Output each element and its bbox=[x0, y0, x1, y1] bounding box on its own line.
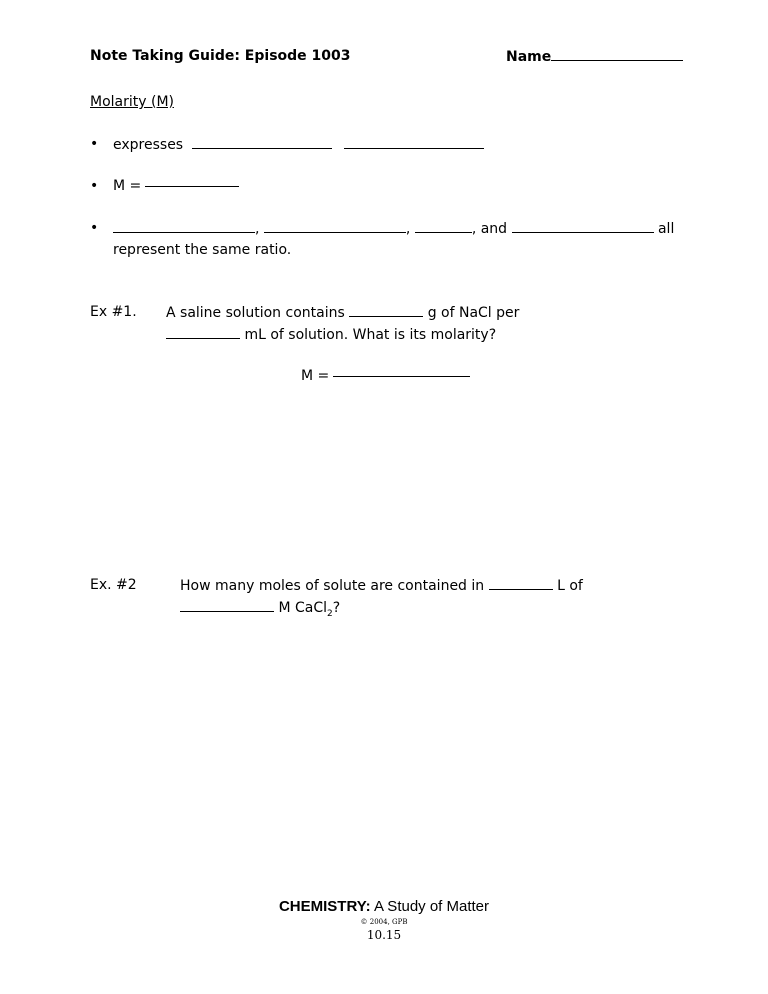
ex2-text-a: How many moles of solute are contained in bbox=[180, 578, 485, 594]
ex2-line-1 bbox=[180, 577, 583, 594]
ratio-blank-4[interactable] bbox=[512, 220, 654, 233]
ex2-line-2 bbox=[180, 599, 340, 619]
ex1-grams-blank[interactable] bbox=[349, 304, 423, 317]
ex1-text-b: g of NaCl per bbox=[427, 305, 520, 321]
ex2-molarity-blank[interactable] bbox=[180, 599, 274, 612]
footer-brand-bold: CHEMISTRY: bbox=[278, 898, 371, 915]
ratio-blank-2[interactable] bbox=[264, 220, 406, 233]
ex1-m-equals: M = bbox=[301, 368, 330, 384]
section-title: Molarity (M) bbox=[90, 94, 174, 110]
footer-copyright: © 2004, GPB bbox=[360, 918, 408, 926]
footer-brand bbox=[0, 898, 768, 915]
ex1-formula bbox=[301, 368, 470, 384]
footer-brand-rest: A Study of Matter bbox=[370, 898, 490, 915]
all-text: all bbox=[657, 221, 675, 237]
ex2-liters-blank[interactable] bbox=[489, 577, 553, 590]
bullet-icon: • bbox=[90, 178, 99, 194]
and-text: , and bbox=[471, 221, 508, 237]
bullet-expresses bbox=[113, 136, 484, 153]
ex1-text-c: mL of solution. What is its molarity? bbox=[244, 327, 497, 343]
ex2-subscript: 2 bbox=[327, 608, 333, 619]
ex2-text-c: M CaCl bbox=[278, 600, 328, 616]
expresses-text: expresses bbox=[113, 137, 184, 153]
ex2-label: Ex. #2 bbox=[90, 577, 137, 593]
bullet-ratio: , , , and all bbox=[113, 220, 674, 237]
fraction-bar bbox=[145, 186, 239, 187]
ex1-label: Ex #1. bbox=[90, 304, 137, 320]
m-equals-text: M = bbox=[113, 178, 142, 194]
ex2-question-mark: ? bbox=[332, 600, 341, 616]
name-label: Name bbox=[506, 49, 552, 65]
ex2-text-b: L of bbox=[557, 578, 583, 594]
ex1-line-1 bbox=[166, 304, 519, 321]
bullet-icon: • bbox=[90, 220, 99, 236]
ratio-blank-3[interactable] bbox=[415, 220, 472, 233]
ex1-text-a: A saline solution contains bbox=[166, 305, 345, 321]
bullet-molarity-formula bbox=[113, 178, 239, 194]
ex1-ml-blank[interactable] bbox=[166, 326, 240, 339]
ex1-line-2 bbox=[166, 326, 496, 343]
ratio-line-2: represent the same ratio. bbox=[113, 242, 292, 258]
expresses-blank-2[interactable] bbox=[344, 136, 484, 149]
expresses-blank-1[interactable] bbox=[192, 136, 332, 149]
name-field[interactable] bbox=[506, 48, 683, 65]
name-blank[interactable] bbox=[551, 48, 683, 61]
bullet-icon: • bbox=[90, 136, 99, 152]
page-number: 10.15 bbox=[366, 928, 402, 942]
page-title: Note Taking Guide: Episode 1003 bbox=[90, 48, 351, 64]
ratio-blank-1[interactable] bbox=[113, 220, 255, 233]
ex1-fraction-bar bbox=[333, 376, 470, 377]
